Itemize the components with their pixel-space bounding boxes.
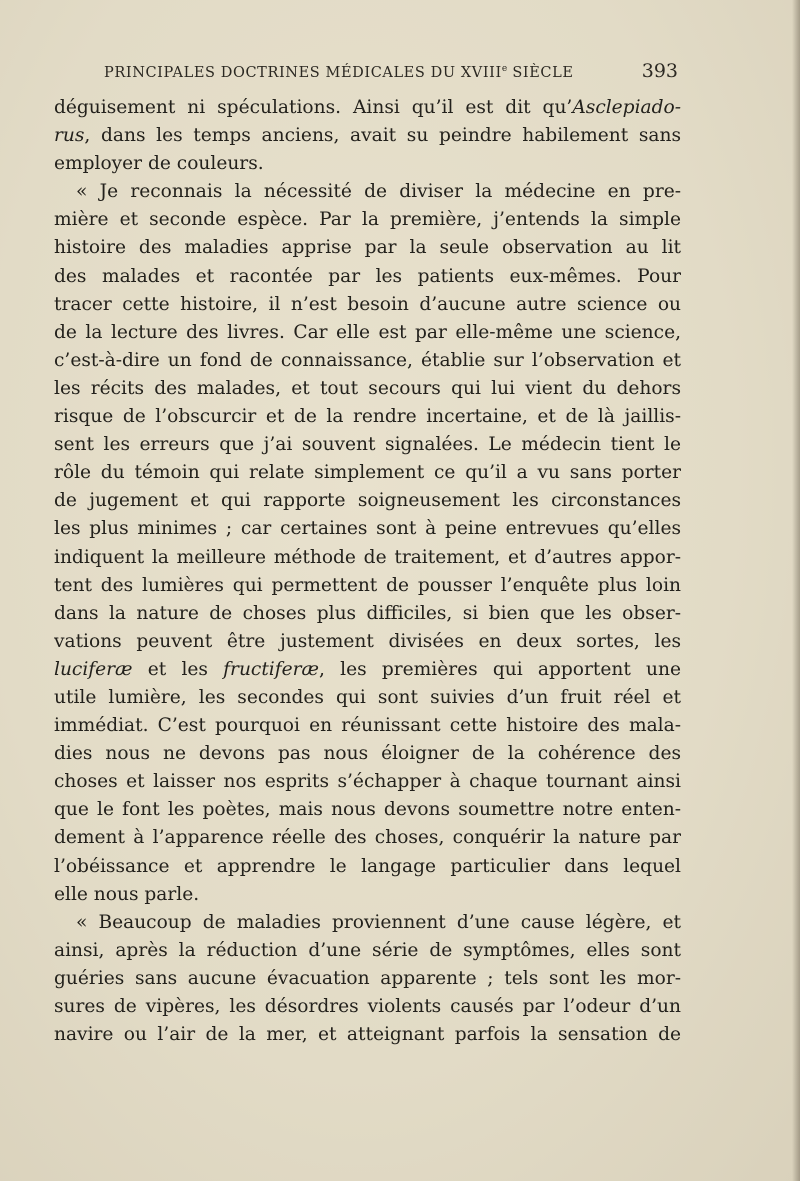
page-number: 393 — [641, 60, 678, 82]
italic-text: luciferæ — [54, 658, 133, 680]
text-line — [54, 459, 681, 487]
italic-text: fructiferæ — [223, 658, 320, 680]
text-run: elle nous parle. — [54, 883, 200, 905]
text-line — [54, 263, 681, 291]
text-run: tent des lumières qui permettent de pousser l’enquête plus loin — [54, 574, 681, 596]
text-run: histoire des maladies apprise par la seule observation au lit — [54, 237, 681, 259]
text-line — [54, 881, 681, 909]
running-header-title — [104, 64, 574, 81]
page-edge-shadow — [792, 0, 800, 1181]
text-line — [54, 515, 681, 543]
italic-text: Asclepiado- — [572, 97, 681, 118]
text-run: dans la nature de choses plus difficiles, si bien que les obser- — [54, 602, 681, 624]
text-line — [54, 656, 681, 684]
text-line — [54, 178, 681, 206]
text-line — [54, 853, 681, 881]
running-header — [104, 60, 678, 88]
text-run: « Je reconnais la nécessité de diviser la médecine en pre- — [76, 181, 681, 203]
text-run: dies nous ne devons pas nous éloigner de la cohérence des — [54, 743, 681, 765]
text-run: indiquent la meilleure méthode de traitement, et d’autres appor- — [54, 546, 681, 568]
text-line — [54, 403, 681, 431]
text-run: des malades et racontée par les patients eux-mêmes. Pour — [54, 265, 681, 287]
text-run: , dans les temps anciens, avait su peindre habilement sans — [84, 125, 681, 147]
text-line — [54, 234, 681, 262]
text-line — [54, 572, 681, 600]
text-run: employer de couleurs. — [54, 153, 264, 175]
text-run: les plus minimes ; car certaines sont à peine entrevues qu’elles — [54, 518, 681, 540]
text-line — [54, 122, 681, 150]
text-run: c’est-à-dire un fond de connaissance, établie sur l’observation et — [54, 349, 681, 371]
text-line — [54, 600, 681, 628]
text-line — [54, 150, 681, 178]
text-run: choses et laisser nos esprits s’échapper à chaque tournant ainsi — [54, 771, 681, 793]
text-line — [54, 487, 681, 515]
italic-text: rus — [54, 125, 85, 147]
text-run: immédiat. C’est pourquoi en réunissant cette histoire des mala- — [54, 715, 681, 737]
text-run: que le font les poètes, mais nous devons soumettre notre enten- — [54, 799, 681, 821]
text-line — [54, 628, 681, 656]
text-run: sent les erreurs que j’ai souvent signalées. Le médecin tient le — [54, 434, 681, 456]
text-run: mière et seconde espèce. Par la première, j’entends la simple — [54, 209, 681, 231]
running-header-title-main: PRINCIPALES DOCTRINES MÉDICALES DU XVIII — [104, 65, 502, 81]
text-run: ainsi, après la réduction d’une série de symptômes, elles sont — [54, 939, 681, 961]
text-run: « Beaucoup de maladies proviennent d’une cause légère, et — [76, 911, 681, 933]
running-header-title-tail: SIÈCLE — [507, 65, 574, 81]
text-line — [54, 909, 681, 937]
text-line — [54, 993, 681, 1021]
text-run: de jugement et qui rapporte soigneusement les circonstances — [54, 490, 681, 512]
text-run: vations peuvent être justement divisées en deux sortes, les — [54, 630, 681, 652]
text-run: rôle du témoin qui relate simplement ce qu’il a vu sans porter — [54, 462, 681, 484]
text-run: dement à l’apparence réelle des choses, conquérir la nature par — [54, 827, 681, 849]
text-line — [54, 684, 681, 712]
text-run: utile lumière, les secondes qui sont suivies d’un fruit réel et — [54, 686, 681, 708]
text-line — [54, 937, 681, 965]
text-run: déguisement ni spéculations. Ainsi qu’il est dit qu’ — [54, 97, 573, 118]
text-run: , les premières qui apportent une — [319, 658, 681, 680]
text-run: tracer cette histoire, il n’est besoin d’aucune autre science ou — [54, 293, 681, 315]
text-run: et les — [132, 658, 224, 680]
text-line — [54, 796, 681, 824]
text-line — [54, 740, 681, 768]
text-line — [54, 319, 681, 347]
text-run: navire ou l’air de la mer, et atteignant parfois la sensation de — [54, 1024, 681, 1046]
text-run: guéries sans aucune évacuation apparente ; tels sont les mor- — [54, 967, 681, 989]
text-run: de la lecture des livres. Car elle est par elle-même une science, — [54, 321, 681, 343]
text-run: risque de l’obscurcir et de la rendre incertaine, et de là jaillis- — [54, 406, 681, 428]
text-line — [54, 347, 681, 375]
text-run: les récits des malades, et tout secours qui lui vient du dehors — [54, 377, 681, 399]
text-run: sures de vipères, les désordres violents causés par l’odeur d’un — [54, 996, 681, 1017]
text-line — [54, 291, 681, 319]
text-line — [54, 375, 681, 403]
text-line — [54, 94, 681, 122]
text-line — [54, 544, 681, 572]
text-line — [54, 824, 681, 852]
text-line — [54, 768, 681, 796]
body-text — [54, 94, 681, 1049]
running-header-title-superscript: e — [501, 64, 508, 74]
text-line — [54, 712, 681, 740]
text-line — [54, 965, 681, 993]
text-line — [54, 206, 681, 234]
text-run: l’obéissance et apprendre le langage particulier dans lequel — [54, 855, 681, 877]
text-line — [54, 431, 681, 459]
text-line — [54, 1021, 681, 1049]
